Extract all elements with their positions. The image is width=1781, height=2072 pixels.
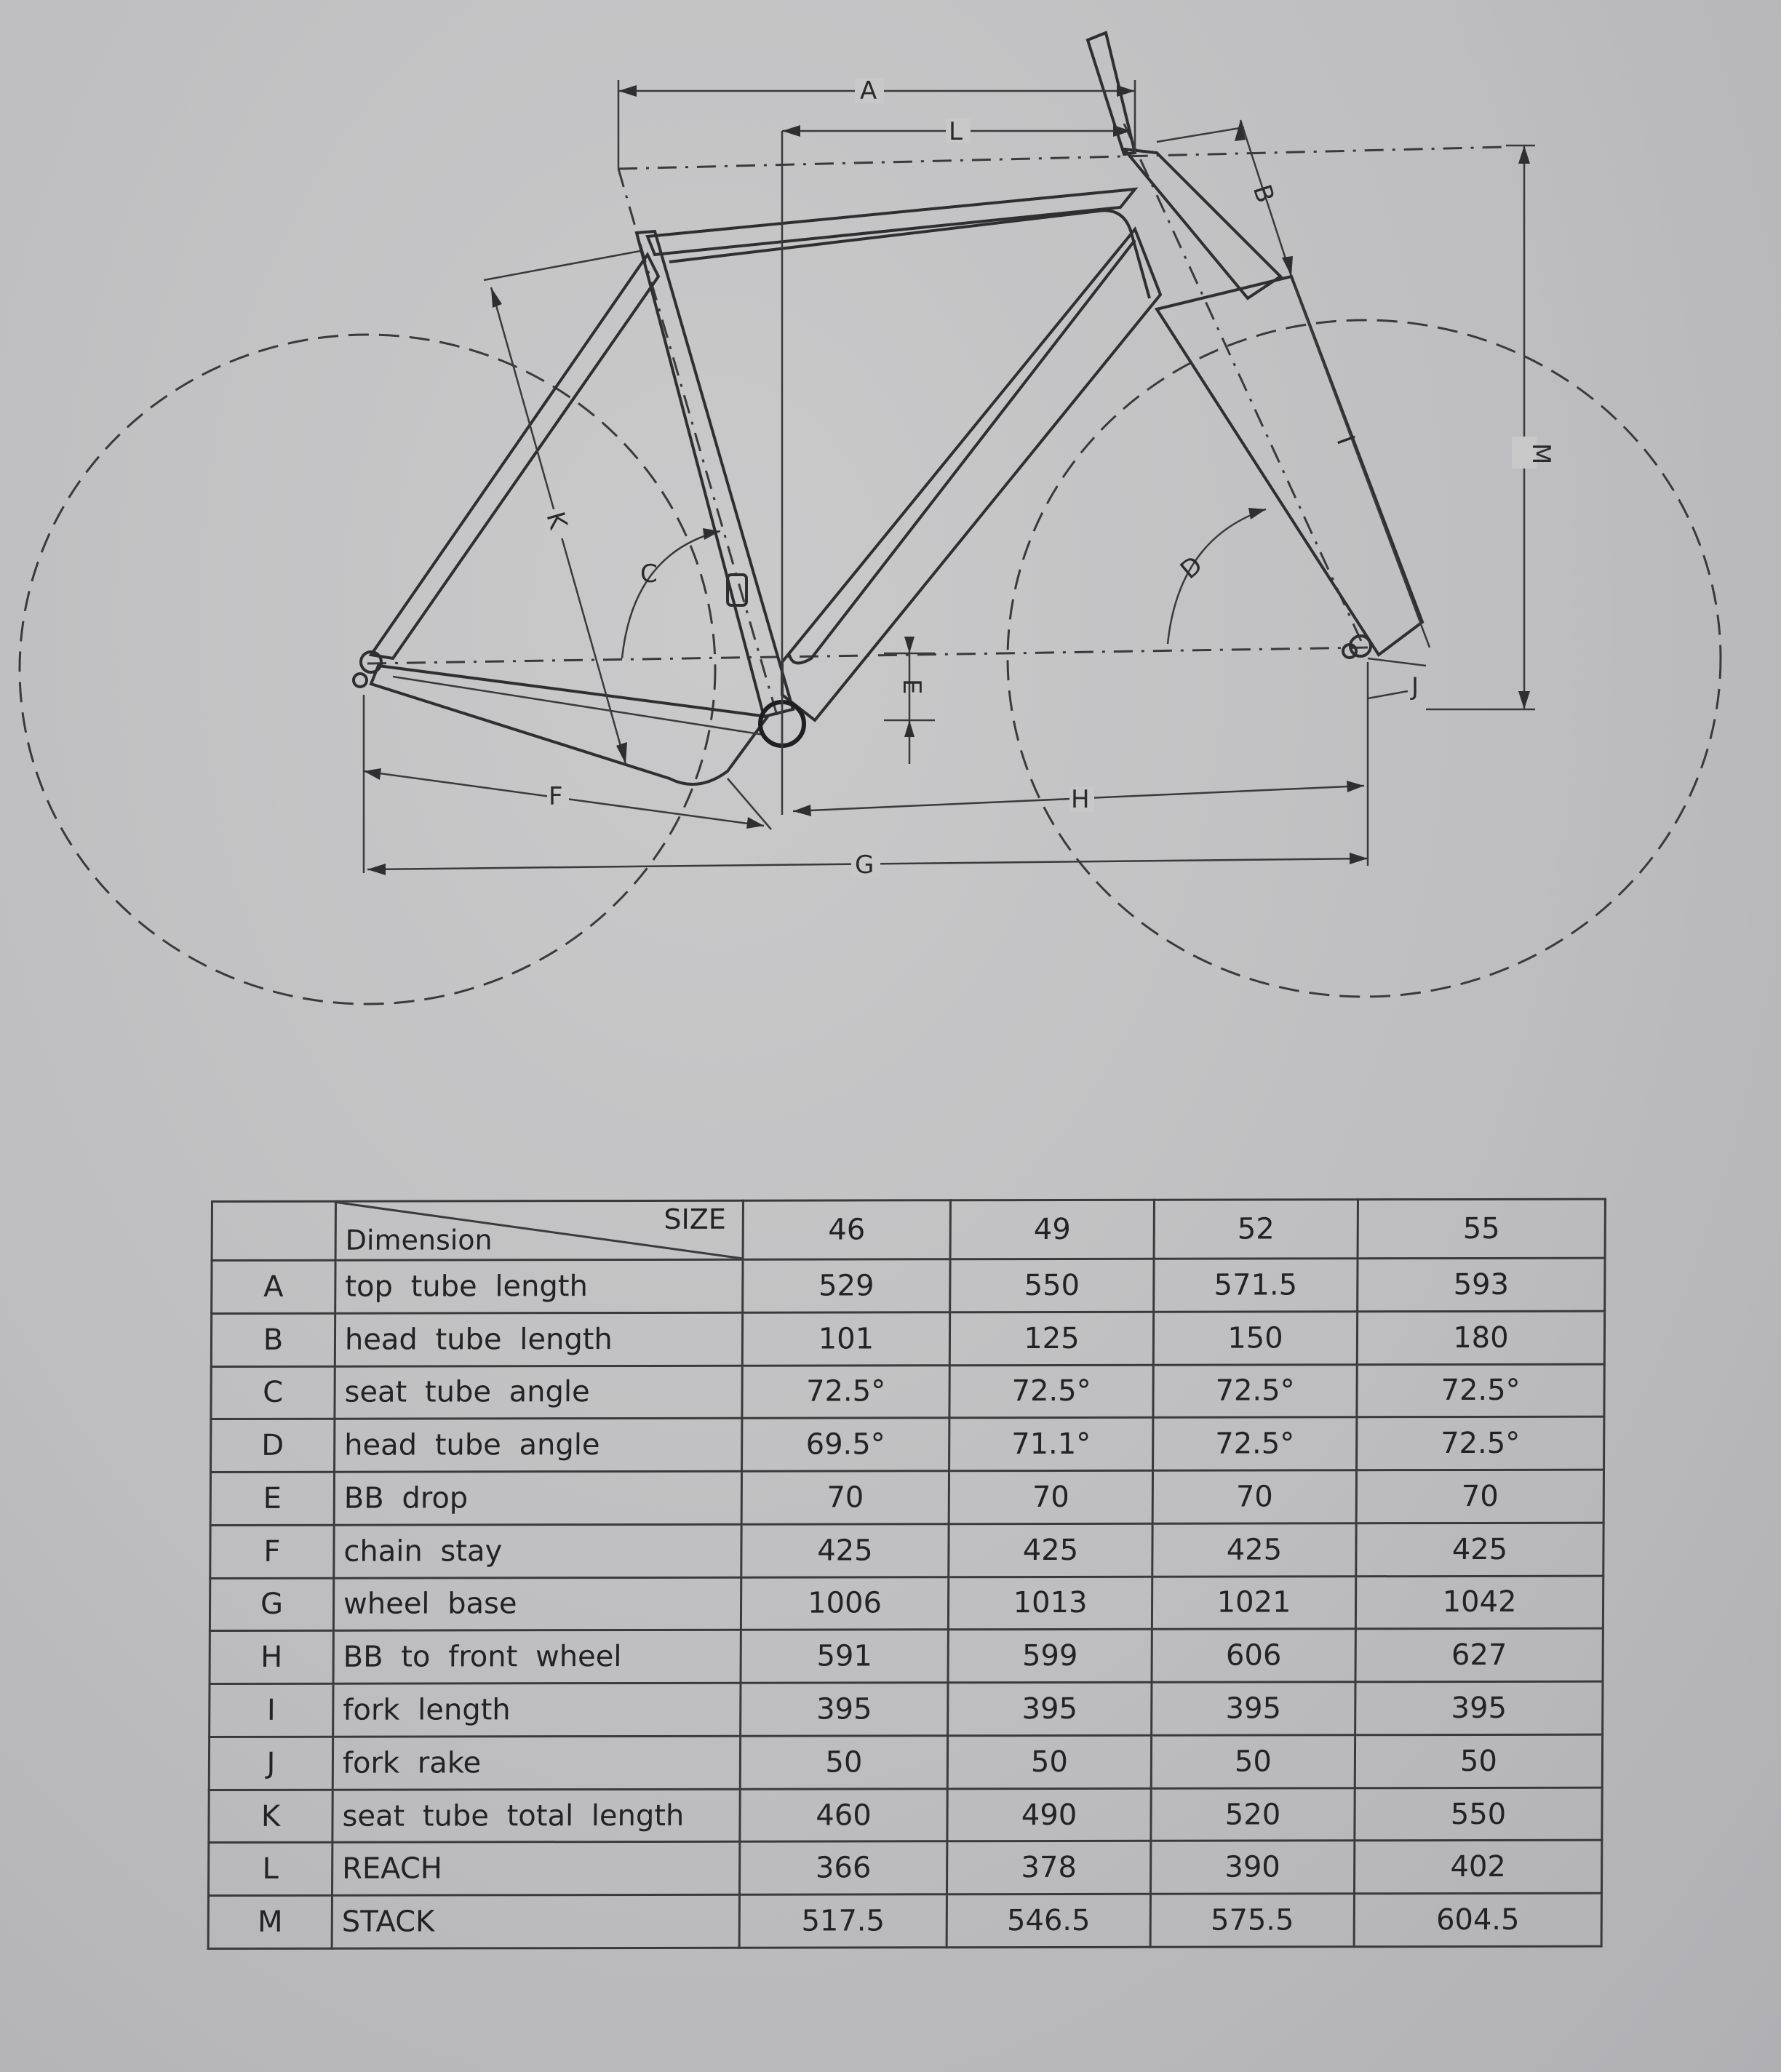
row-value: 72.5° [1153,1417,1357,1470]
dim-J-label: J [1411,672,1419,701]
row-value: 72.5° [1153,1364,1357,1417]
row-value: 395 [1355,1681,1603,1734]
row-value: 604.5 [1354,1893,1601,1946]
table-row [211,1311,1604,1366]
row-name: fork length [333,1683,741,1737]
row-value: 599 [948,1630,1152,1683]
table-row [210,1629,1603,1684]
table-row [208,1841,1601,1896]
dim-F-label: F [549,782,563,811]
row-value: 72.5° [742,1365,949,1418]
dim-G-label: G [855,850,874,880]
row-code: B [211,1313,335,1366]
dim-L-label: L [949,117,963,146]
row-name: wheel base [333,1577,741,1631]
row-value: 1013 [948,1577,1152,1630]
row-value: 395 [948,1682,1152,1735]
dim-M-label: M [1526,443,1555,465]
top-reference-line [618,147,1506,169]
row-value: 627 [1355,1629,1603,1682]
row-code: I [210,1683,333,1737]
row-value: 520 [1151,1788,1355,1841]
header-blank [212,1201,335,1260]
row-value: 425 [1152,1523,1356,1577]
row-value: 1042 [1355,1576,1603,1629]
dim-C-arc [622,531,720,658]
header-dimension-size [335,1200,743,1260]
dim-A-label: A [860,76,877,105]
row-value: 550 [950,1259,1154,1312]
table-header-row [212,1199,1605,1260]
row-name: head tube angle [335,1419,742,1473]
dim-E-label: E [897,679,926,695]
row-value: 575.5 [1150,1894,1354,1947]
row-value: 606 [1152,1629,1355,1682]
row-value: 593 [1358,1258,1605,1311]
row-value: 395 [741,1683,948,1736]
row-value: 425 [949,1523,1152,1577]
row-value: 70 [1356,1470,1603,1523]
table-row [210,1576,1603,1631]
row-value: 69.5° [742,1418,949,1471]
table-row [212,1258,1605,1313]
dim-H-label: H [1071,785,1090,814]
row-value: 425 [1356,1523,1603,1576]
row-code: J [209,1737,332,1790]
row-value: 72.5° [1357,1364,1604,1417]
row-name: chain stay [334,1524,741,1578]
row-code: K [209,1790,332,1843]
chain-stay [371,666,768,784]
down-tube [782,229,1160,720]
top-tube [648,189,1135,255]
row-value: 101 [742,1312,949,1365]
row-value: 70 [1152,1470,1356,1523]
table-row [211,1364,1604,1419]
dim-C-label: C [640,559,658,589]
dim-J-line [1368,691,1408,698]
row-value: 72.5° [949,1365,1153,1418]
fork [1157,276,1422,655]
dim-D-label: D [1175,550,1208,586]
row-value: 71.1° [949,1418,1153,1471]
table-row [209,1734,1602,1790]
row-value: 50 [1151,1735,1355,1788]
row-code: E [210,1472,334,1525]
dim-K-label: K [540,509,573,533]
row-value: 425 [741,1524,949,1577]
row-value: 50 [947,1735,1151,1788]
row-value: 546.5 [947,1894,1150,1947]
row-code: D [211,1419,335,1473]
row-value: 150 [1153,1312,1357,1365]
row-value: 402 [1354,1841,1601,1894]
dim-B-label: B [1246,181,1280,207]
size-52-header: 52 [1154,1200,1358,1259]
front-wheel-outline [1008,320,1721,997]
table-row [210,1681,1603,1737]
table-row [210,1523,1603,1578]
row-code: L [208,1843,332,1896]
row-value: 490 [947,1788,1151,1841]
row-code: F [210,1525,334,1578]
row-name: seat tube total length [332,1789,740,1843]
row-code: H [210,1631,333,1684]
row-value: 550 [1355,1788,1602,1841]
size-49-header: 49 [950,1200,1154,1259]
header-dimension: Dimension [345,1224,493,1256]
table-row [208,1893,1601,1948]
row-value: 517.5 [739,1894,947,1948]
table-row [209,1788,1602,1843]
table-row [210,1470,1603,1525]
row-name: REACH [332,1842,739,1896]
row-value: 180 [1357,1311,1604,1364]
row-value: 50 [1355,1734,1602,1788]
row-name: seat tube angle [335,1366,742,1419]
row-name: fork rake [332,1736,740,1790]
table-row [211,1416,1604,1472]
dim-I-label: I [1330,431,1360,449]
row-value: 72.5° [1357,1416,1604,1470]
row-name: BB drop [334,1471,741,1525]
dim-D-arc [1168,509,1266,644]
row-value: 1021 [1152,1576,1355,1629]
row-code: A [212,1260,335,1313]
row-name: STACK [332,1894,739,1948]
header-size: SIZE [664,1203,726,1235]
seat-stay [371,255,658,658]
row-value: 571.5 [1154,1259,1358,1312]
steerer [1088,33,1135,154]
row-name: BB to front wheel [333,1630,741,1684]
row-name: head tube length [335,1312,742,1366]
row-code: M [208,1895,332,1948]
row-value: 395 [1152,1682,1355,1735]
row-code: G [210,1578,333,1631]
row-code: C [211,1366,335,1419]
row-value: 1006 [741,1577,948,1630]
row-value: 50 [740,1736,947,1789]
table-body [208,1258,1605,1948]
row-value: 460 [740,1788,947,1841]
row-value: 529 [743,1259,950,1312]
dim-B-line [1157,127,1244,142]
size-55-header: 55 [1358,1199,1605,1259]
size-46-header: 46 [743,1200,950,1259]
row-value: 366 [739,1841,947,1894]
row-value: 70 [949,1470,1152,1523]
top-tube-inner [669,210,1150,298]
row-value: 591 [741,1630,948,1683]
row-name: top tube length [335,1259,743,1313]
row-value: 378 [947,1841,1150,1894]
row-value: 390 [1150,1841,1354,1894]
geometry-table [207,1198,1606,1950]
dim-I-line [1295,287,1430,648]
rear-wheel-outline [20,335,715,1004]
steering-axis [1124,124,1364,648]
row-value: 125 [949,1312,1153,1365]
row-value: 70 [741,1471,949,1524]
